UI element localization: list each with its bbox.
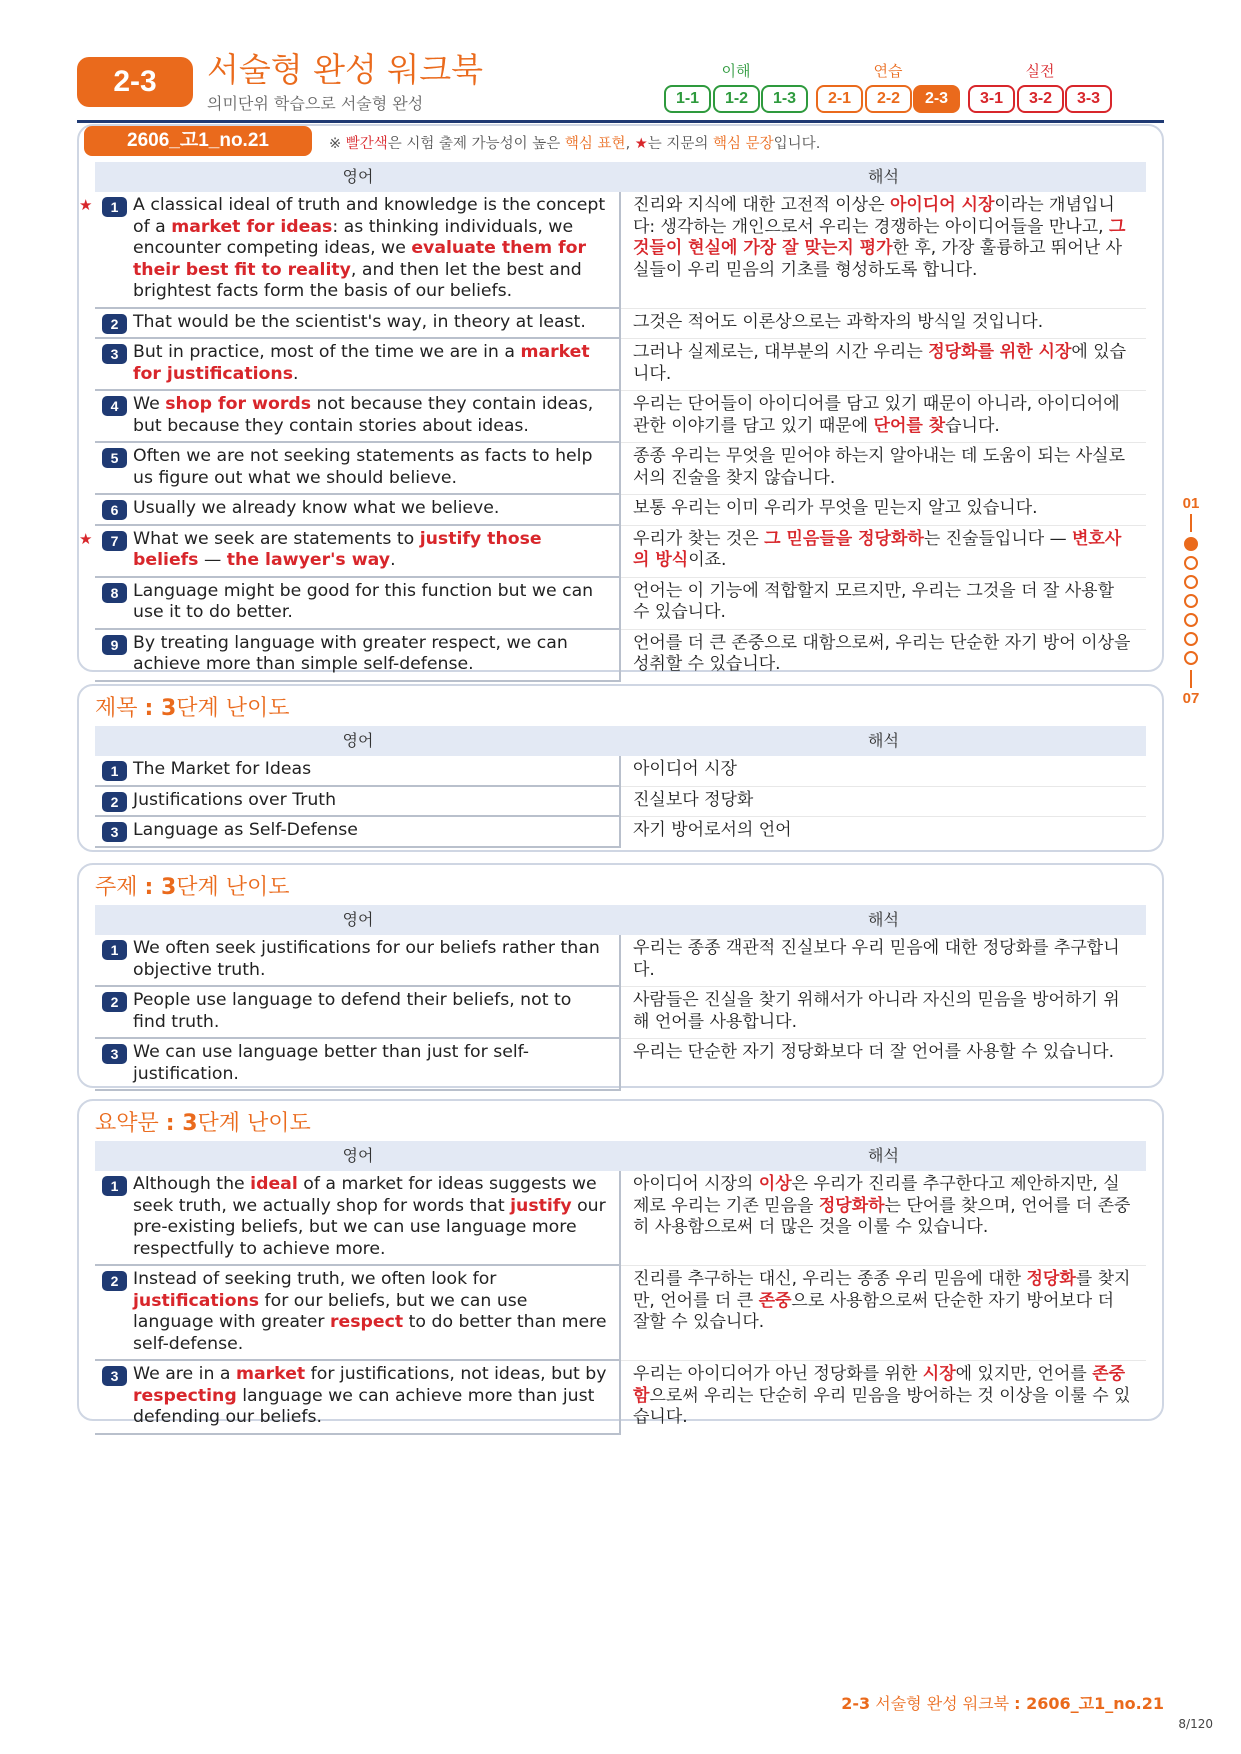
footer-title: 서술형 완성 워크북 (870, 1694, 1015, 1713)
row-number-badge: 1 (102, 761, 127, 781)
english-cell (95, 1171, 621, 1266)
table-row (95, 787, 1146, 818)
column-header-english: 영어 (342, 910, 374, 929)
side-index-dot[interactable] (1184, 537, 1198, 551)
table-row (95, 1171, 1146, 1266)
row-number-badge: 3 (102, 344, 127, 364)
row-number-badge: 3 (102, 822, 127, 842)
english-cell (95, 1361, 621, 1435)
table-row (79, 192, 1146, 309)
text-segment: 그것은 적어도 이론상으로는 과학자의 방식일 것입니다. (633, 311, 1044, 332)
text-segment: 언어를 더 큰 존중으로 대함으로써, 우리는 단순한 자기 방어 이상을 성취할 수 있습니다. (633, 632, 1131, 674)
english-cell (95, 339, 621, 391)
text-segment: What we seek are statements to (133, 528, 420, 549)
english-cell (95, 787, 621, 818)
table-row (95, 1039, 1146, 1090)
text-segment: Justifications over Truth (133, 789, 337, 810)
table-row (95, 817, 1146, 847)
key-expression: 존중 (758, 1290, 792, 1311)
korean-cell (621, 526, 1146, 577)
text-segment: A classical ideal of truth and knowledge is the concept of a (133, 195, 606, 237)
row-number-badge: 3 (102, 1366, 127, 1386)
text-segment: 우리는 단순한 자기 정당화보다 더 잘 언어를 사용할 수 있습니다. (633, 1042, 1115, 1062)
step-chip-2_3[interactable]: 2-3 (913, 85, 960, 113)
text-segment: 그러나 실제로는, 대부분의 시간 우리는 (633, 342, 929, 362)
text-segment: People use language to defend their beliefs, not to find truth. (133, 990, 572, 1032)
text-segment: — (198, 550, 227, 570)
key-expression: market for ideas (171, 216, 333, 237)
korean-cell (621, 578, 1146, 629)
key-sentence-star-icon: ★ (79, 196, 93, 214)
key-expression: 정당화하 (818, 1195, 885, 1216)
row-number-badge: 1 (102, 197, 127, 217)
section-rows (95, 935, 1146, 1090)
table-row (95, 1361, 1146, 1434)
text-segment: 자기 방어로서의 언어 (633, 820, 792, 840)
side-index-dot[interactable] (1184, 651, 1198, 665)
table-row (95, 935, 1146, 987)
step-group-label: 실전 (1025, 62, 1055, 80)
key-expression: 정당화를 위한 시장 (928, 342, 1072, 362)
english-cell (95, 495, 621, 526)
page-title: 서술형 완성 워크북 (207, 50, 484, 89)
side-index-dot[interactable] (1184, 575, 1198, 589)
note-key-expression: 핵심 표현 (564, 136, 626, 152)
section-level-suffix: 단계 난이도 (176, 696, 290, 721)
english-cell (95, 935, 621, 987)
note-key-sentence: 핵심 문장 (713, 136, 774, 152)
footer (841, 1691, 1164, 1714)
text-segment: 는 진술들입니다 — (923, 528, 1072, 549)
table-header (95, 1141, 1146, 1171)
text-segment: language we can achieve more than just defending our beliefs. (133, 1385, 595, 1427)
korean-cell (621, 987, 1146, 1038)
text-segment: . (390, 550, 396, 570)
section-level: : 3 (165, 1111, 198, 1136)
topic-section-panel (77, 863, 1164, 1088)
side-index-line (1190, 670, 1192, 688)
korean-cell (621, 787, 1146, 817)
passage-table (79, 162, 1146, 681)
table-header (95, 726, 1146, 756)
key-expression: justify those beliefs (133, 528, 542, 570)
passage-rows (79, 192, 1146, 681)
english-cell (79, 192, 621, 309)
text-segment: Although the (133, 1174, 251, 1194)
legend-note (329, 132, 820, 153)
row-number-badge: 3 (102, 1044, 127, 1064)
korean-cell (621, 1039, 1146, 1090)
table-row (95, 495, 1146, 526)
section-title (95, 873, 290, 903)
table-row (95, 578, 1146, 630)
step-chip-1_2[interactable]: 1-2 (713, 85, 760, 113)
key-expression: 시장 (922, 1364, 956, 1384)
step-chip-2_2[interactable]: 2-2 (865, 85, 912, 113)
key-expression: 변호사의 방식 (633, 528, 1122, 570)
row-number-badge: 1 (102, 1176, 127, 1196)
text-segment: 를 찾지만, 언어를 더 큰 (633, 1269, 1131, 1311)
text-segment: 습니다. (945, 415, 1000, 436)
column-header-english: 영어 (342, 167, 374, 186)
text-segment: That would be the scientist's way, in theory at least. (133, 311, 586, 332)
text-segment: 보통 우리는 이미 우리가 무엇을 믿는지 알고 있습니다. (633, 498, 1038, 518)
text-segment: our pre-existing beliefs, but we can use language more respectfully to achieve more. (133, 1195, 606, 1259)
english-cell (95, 578, 621, 630)
passage-panel (77, 124, 1164, 672)
korean-cell (621, 630, 1146, 681)
row-number-badge: 2 (102, 992, 127, 1012)
text-segment: We (133, 394, 166, 414)
footer-separator: : (1014, 1694, 1027, 1713)
english-cell (95, 630, 621, 682)
table-row (95, 391, 1146, 443)
step-chip-3_2[interactable]: 3-2 (1017, 85, 1064, 113)
text-segment: By treating language with greater respect, we can achieve more than simple self-defense. (133, 632, 568, 674)
text-segment: for our beliefs, but we can use language with greater (133, 1290, 528, 1332)
step-chip-1_3[interactable]: 1-3 (761, 85, 808, 113)
key-expression: 단어를 찾 (873, 415, 946, 436)
summary-section-panel (77, 1099, 1164, 1427)
text-segment: 는 단어를 찾으며, 언어를 더 존중히 사용함으로써 더 많은 것을 이룰 수 있습니다. (633, 1195, 1131, 1237)
text-segment: 진리와 지식에 대한 고전적 이상은 (633, 195, 890, 215)
title-section-panel (77, 684, 1164, 852)
section-rows (95, 1171, 1146, 1434)
korean-cell (621, 1361, 1146, 1434)
text-segment: 언어는 이 기능에 적합할지 모르지만, 우리는 그것을 더 잘 사용할 수 있습니다. (633, 580, 1115, 622)
section-level: : 3 (144, 875, 177, 900)
text-segment: But in practice, most of the time we are in a (133, 342, 521, 362)
row-number-badge: 7 (102, 531, 127, 551)
key-expression: 아이디어 시장 (889, 195, 995, 215)
column-header-korean: 해석 (868, 1146, 899, 1165)
note-prefix: ※ (329, 136, 346, 152)
section-table (95, 905, 1146, 1090)
korean-cell (621, 443, 1146, 494)
korean-cell (621, 391, 1146, 442)
page-subtitle: 의미단위 학습으로 서술형 완성 (207, 94, 424, 113)
text-segment: 이라는 개념입니다: 생각하는 개인으로서 우리는 경쟁하는 아이디어들을 만나고, (633, 195, 1115, 237)
key-expression: justifications (133, 1290, 260, 1311)
row-number-badge: 6 (102, 500, 127, 520)
side-index-line (1190, 514, 1192, 532)
column-header-korean: 해석 (868, 167, 899, 186)
text-segment: 진실보다 정당화 (633, 789, 754, 810)
english-cell (95, 309, 621, 340)
column-header-english: 영어 (342, 1146, 374, 1165)
step-navigation (664, 60, 1164, 116)
korean-cell (621, 935, 1146, 986)
key-expression: shop for words (165, 394, 311, 414)
key-expression: 그것들이 현실에 가장 잘 맞는지 평가 (633, 216, 1126, 258)
chapter-badge: 2-3 (77, 57, 193, 107)
section-label: 제목 (95, 696, 138, 721)
korean-cell (621, 1171, 1146, 1265)
table-row (79, 526, 1146, 578)
korean-cell (621, 817, 1146, 847)
korean-cell (621, 495, 1146, 525)
step-group-label: 이해 (721, 62, 751, 80)
key-expression: 이상 (758, 1174, 792, 1194)
step-group-label: 연습 (873, 62, 903, 80)
table-header (95, 905, 1146, 935)
english-cell (95, 1039, 621, 1091)
key-expression: 존중함 (633, 1364, 1126, 1406)
footer-chapter: 2-3 (841, 1694, 871, 1713)
text-segment: We often seek justifications for our beliefs rather than objective truth. (133, 938, 600, 980)
side-index-dots (1178, 537, 1204, 665)
text-segment: 이죠. (688, 550, 727, 570)
text-segment: : as thinking individuals, we encounter competing ideas, we (133, 216, 574, 258)
korean-cell (621, 339, 1146, 390)
text-segment: 아이디어 시장 (633, 759, 737, 779)
text-segment: 아이디어 시장의 (633, 1174, 759, 1194)
note-text: 은 시험 출제 가능성이 높은 (387, 136, 565, 152)
passage-code-badge: 2606_고1_no.21 (84, 126, 312, 156)
section-rows (95, 756, 1146, 847)
section-table (95, 726, 1146, 847)
note-text: 는 지문의 (647, 136, 714, 152)
section-level: : 3 (144, 696, 177, 721)
text-segment: . (293, 363, 299, 384)
side-index-dot[interactable] (1184, 594, 1198, 608)
text-segment: 우리는 아이디어가 아닌 정당화를 위한 (633, 1364, 923, 1384)
key-expression: justify (510, 1195, 572, 1216)
row-number-badge: 1 (102, 940, 127, 960)
text-segment: , and then let the best and brightest facts form the basis of our beliefs. (133, 259, 582, 301)
text-segment: 종종 우리는 무엇을 믿어야 하는지 알아내는 데 도움이 되는 사실로서의 진술을 찾지 않습니다. (633, 446, 1126, 488)
text-segment: We are in a (133, 1364, 236, 1384)
step-chip-3_1[interactable]: 3-1 (968, 85, 1015, 113)
section-table (95, 1141, 1146, 1434)
english-cell (95, 987, 621, 1039)
key-sentence-star-icon: ★ (79, 529, 93, 548)
korean-cell (621, 756, 1146, 786)
text-segment: 우리가 찾는 것은 (633, 528, 765, 549)
text-segment: 우리는 단어들이 아이디어를 담고 있기 때문이 아니라, 아이디어에 관한 이야기를 담고 있기 때문에 (633, 394, 1120, 436)
side-index-end: 07 (1182, 690, 1200, 707)
section-level-suffix: 단계 난이도 (197, 1111, 311, 1136)
step-chip-3_3[interactable]: 3-3 (1065, 85, 1112, 113)
table-row (95, 339, 1146, 391)
step-chip-2_1[interactable]: 2-1 (816, 85, 863, 113)
side-index-dot[interactable] (1184, 613, 1198, 627)
section-title (95, 1109, 311, 1139)
key-expression: evaluate them for their best fit to reality (133, 238, 587, 280)
note-text: 입니다. (773, 136, 821, 152)
text-segment: Language as Self-Defense (133, 820, 358, 840)
table-row (95, 987, 1146, 1039)
footer-code: 2606_고1_no.21 (1026, 1694, 1164, 1713)
row-number-badge: 2 (102, 792, 127, 812)
table-row (95, 1266, 1146, 1361)
text-segment: 진리를 추구하는 대신, 우리는 종종 우리 믿음에 대한 (633, 1269, 1027, 1289)
text-segment: 우리는 종종 객관적 진실보다 우리 믿음에 대한 정당화를 추구합니다. (633, 938, 1120, 980)
header-divider (77, 120, 1164, 123)
table-header (95, 162, 1146, 192)
table-row (95, 443, 1146, 495)
row-number-badge: 8 (102, 583, 127, 603)
key-expression: the lawyer's way (226, 550, 391, 570)
key-expression: market for justifications (133, 342, 590, 384)
side-index-start: 01 (1182, 495, 1200, 512)
text-segment: 에 있지만, 언어를 (955, 1364, 1093, 1384)
table-row (95, 756, 1146, 787)
korean-cell (621, 192, 1146, 308)
korean-cell (621, 309, 1146, 339)
row-number-badge: 5 (102, 448, 127, 468)
english-cell (95, 1266, 621, 1361)
text-segment: Language might be good for this function but we can use it to do better. (133, 580, 594, 622)
side-index-dot[interactable] (1184, 556, 1198, 570)
english-cell (79, 526, 621, 578)
section-label: 주제 (95, 875, 138, 900)
text-segment: 사람들은 진실을 찾기 위해서가 아니라 자신의 믿음을 방어하기 위해 언어를 사용합니다. (633, 990, 1120, 1032)
page-number: 8/120 (1178, 1717, 1213, 1731)
english-cell (95, 443, 621, 495)
note-star-icon: ★ (634, 136, 648, 152)
key-expression: 정당화 (1026, 1269, 1076, 1289)
table-row (95, 309, 1146, 340)
row-number-badge: 2 (102, 314, 127, 334)
table-row (95, 630, 1146, 681)
text-segment: Instead of seeking truth, we often look for (133, 1269, 497, 1289)
section-level-suffix: 단계 난이도 (176, 875, 290, 900)
key-expression: ideal (250, 1174, 298, 1194)
note-text: , (625, 136, 635, 152)
section-title (95, 694, 290, 724)
column-header-korean: 해석 (868, 910, 899, 929)
row-number-badge: 9 (102, 635, 127, 655)
text-segment: for justifications, not ideas, but by (305, 1364, 607, 1384)
text-segment: not because they contain ideas, but because they contain stories about ideas. (133, 394, 594, 436)
text-segment: 한 후, 가장 훌륭하고 뛰어난 사실들이 우리 믿음의 기초를 형성하도록 합니다. (633, 238, 1122, 280)
column-header-english: 영어 (342, 731, 374, 750)
column-header-korean: 해석 (868, 731, 899, 750)
text-segment: We can use language better than just for self-justification. (133, 1042, 530, 1084)
note-red: 빨간색 (345, 136, 388, 152)
key-expression: respect (330, 1312, 404, 1332)
row-number-badge: 4 (102, 396, 127, 416)
text-segment: The Market for Ideas (133, 759, 312, 779)
english-cell (95, 391, 621, 443)
step-chip-1_1[interactable]: 1-1 (664, 85, 711, 113)
text-segment: Usually we already know what we believe. (133, 498, 500, 518)
english-cell (95, 817, 621, 848)
text-segment: 으로 사용함으로써 단순한 자기 방어보다 더 잘할 수 있습니다. (633, 1290, 1115, 1332)
text-segment: of a market for ideas suggests we seek truth, we actually shop for words that (133, 1174, 597, 1216)
english-cell (95, 756, 621, 787)
side-index (1178, 495, 1204, 707)
text-segment: to do better than mere self-defense. (133, 1312, 607, 1354)
key-expression: market (235, 1364, 306, 1384)
side-index-dot[interactable] (1184, 632, 1198, 646)
text-segment: 은 우리가 진리를 추구한다고 제안하지만, 실제로 우리는 기존 믿음을 (633, 1174, 1120, 1216)
key-expression: respecting (133, 1385, 237, 1406)
key-expression: 그 믿음들을 정당화하 (764, 528, 924, 549)
text-segment: 에 있습니다. (633, 342, 1127, 384)
section-label: 요약문 (95, 1111, 159, 1136)
korean-cell (621, 1266, 1146, 1360)
row-number-badge: 2 (102, 1271, 127, 1291)
text-segment: 으로써 우리는 단순히 우리 믿음을 방어하는 것 이상을 이룰 수 있습니다. (633, 1385, 1131, 1427)
text-segment: Often we are not seeking statements as facts to help us figure out what we should believe. (133, 446, 593, 488)
